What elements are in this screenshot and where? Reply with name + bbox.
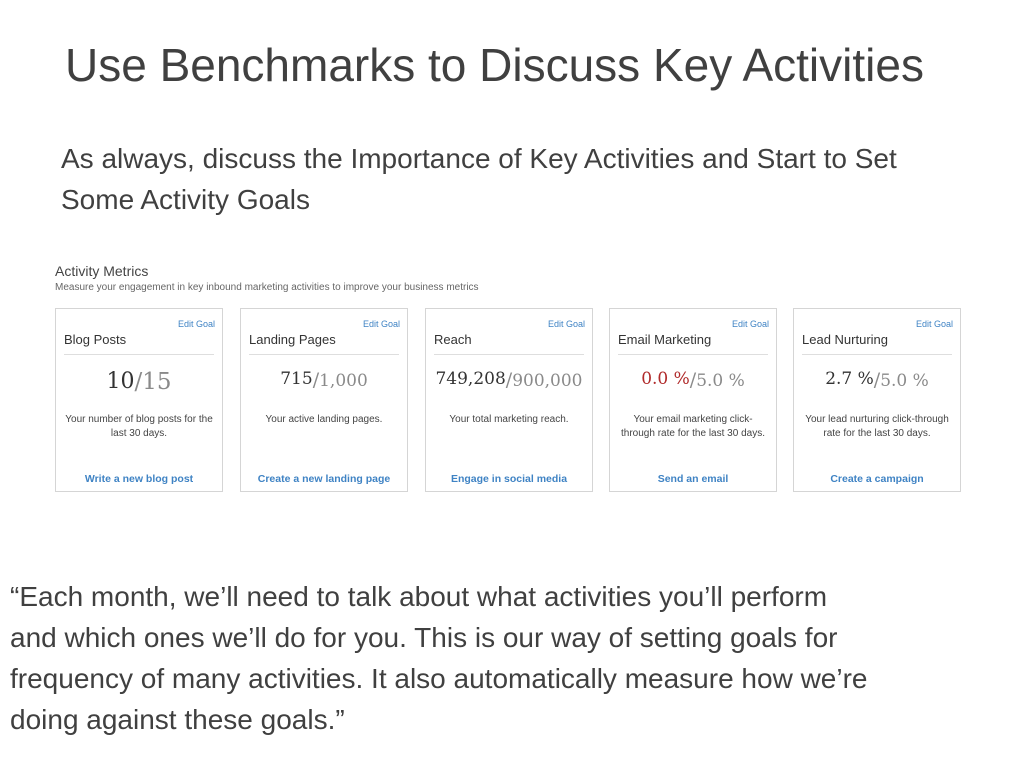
edit-goal-link[interactable]: Edit Goal bbox=[547, 319, 585, 329]
widget-description: Measure your engagement in key inbound marketing activities to improve your business metrics bbox=[55, 282, 479, 293]
metric-current: 10 bbox=[106, 369, 135, 394]
metric-current: 715 bbox=[280, 369, 313, 389]
card-title: Blog Posts bbox=[64, 332, 127, 347]
metric-current: 749,208 bbox=[435, 369, 506, 389]
slide-title: Use Benchmarks to Discuss Key Activities bbox=[65, 39, 924, 91]
send-email-link[interactable]: Send an email bbox=[657, 473, 729, 485]
card-divider bbox=[802, 354, 952, 355]
metric-goal: 5.0 % bbox=[880, 371, 929, 391]
card-divider bbox=[249, 354, 399, 355]
metric-card-landing-pages bbox=[240, 308, 408, 492]
metric-card-reach bbox=[425, 308, 593, 492]
card-description: Your lead nurturing click-through rate for the last 30 days. bbox=[805, 414, 949, 439]
card-title: Email Marketing bbox=[618, 332, 712, 347]
widget-title: Activity Metrics bbox=[55, 263, 149, 279]
metric-current: 2.7 % bbox=[825, 369, 874, 389]
write-blog-post-link[interactable]: Write a new blog post bbox=[84, 473, 194, 485]
card-title: Reach bbox=[434, 332, 472, 347]
card-description: Your total marketing reach. bbox=[449, 414, 569, 425]
quote-line: frequency of many activities. It also automatically measure how we’re bbox=[10, 663, 868, 694]
metric-card-email-marketing bbox=[609, 308, 777, 492]
card-description: Your number of blog posts for the last 30 days. bbox=[65, 414, 213, 439]
metric-current: 0.0 % bbox=[641, 369, 690, 389]
card-divider bbox=[434, 354, 584, 355]
metric-separator: / bbox=[134, 369, 143, 395]
metric-value bbox=[610, 369, 776, 391]
card-divider bbox=[618, 354, 768, 355]
metric-separator: / bbox=[505, 369, 513, 391]
edit-goal-link[interactable]: Edit Goal bbox=[177, 319, 215, 329]
quote-line: “Each month, we’ll need to talk about what activities you’ll perform bbox=[10, 581, 828, 612]
card-description: Your active landing pages. bbox=[265, 414, 383, 425]
metric-separator: / bbox=[689, 369, 697, 391]
subtitle-line: Some Activity Goals bbox=[61, 184, 310, 215]
slide-quote bbox=[10, 576, 1015, 740]
metric-value bbox=[241, 369, 407, 391]
card-divider bbox=[64, 354, 214, 355]
metric-separator: / bbox=[312, 369, 320, 391]
create-campaign-link[interactable]: Create a campaign bbox=[830, 473, 924, 485]
metric-value bbox=[56, 369, 222, 395]
metric-goal: 900,000 bbox=[512, 371, 583, 391]
edit-goal-link[interactable]: Edit Goal bbox=[362, 319, 400, 329]
metric-goal: 5.0 % bbox=[696, 371, 745, 391]
metric-goal: 15 bbox=[142, 369, 172, 395]
card-title: Landing Pages bbox=[249, 332, 336, 347]
edit-goal-link[interactable]: Edit Goal bbox=[731, 319, 769, 329]
metric-card-blog-posts bbox=[55, 308, 223, 492]
create-landing-page-link[interactable]: Create a new landing page bbox=[257, 473, 391, 485]
engage-social-media-link[interactable]: Engage in social media bbox=[450, 473, 568, 485]
metric-value bbox=[426, 369, 592, 391]
quote-line: doing against these goals.” bbox=[10, 704, 345, 735]
metric-value bbox=[794, 369, 960, 391]
metric-card-lead-nurturing bbox=[793, 308, 961, 492]
metric-goal: 1,000 bbox=[319, 371, 368, 391]
quote-line: and which ones we’ll do for you. This is our way of setting goals for bbox=[10, 622, 838, 653]
metric-separator: / bbox=[873, 369, 881, 391]
edit-goal-link[interactable]: Edit Goal bbox=[915, 319, 953, 329]
card-title: Lead Nurturing bbox=[802, 332, 888, 347]
subtitle-line: As always, discuss the Importance of Key Activities and Start to Set bbox=[61, 143, 897, 174]
card-description: Your email marketing click-through rate for the last 30 days. bbox=[621, 414, 765, 439]
slide-subtitle bbox=[61, 138, 1024, 220]
